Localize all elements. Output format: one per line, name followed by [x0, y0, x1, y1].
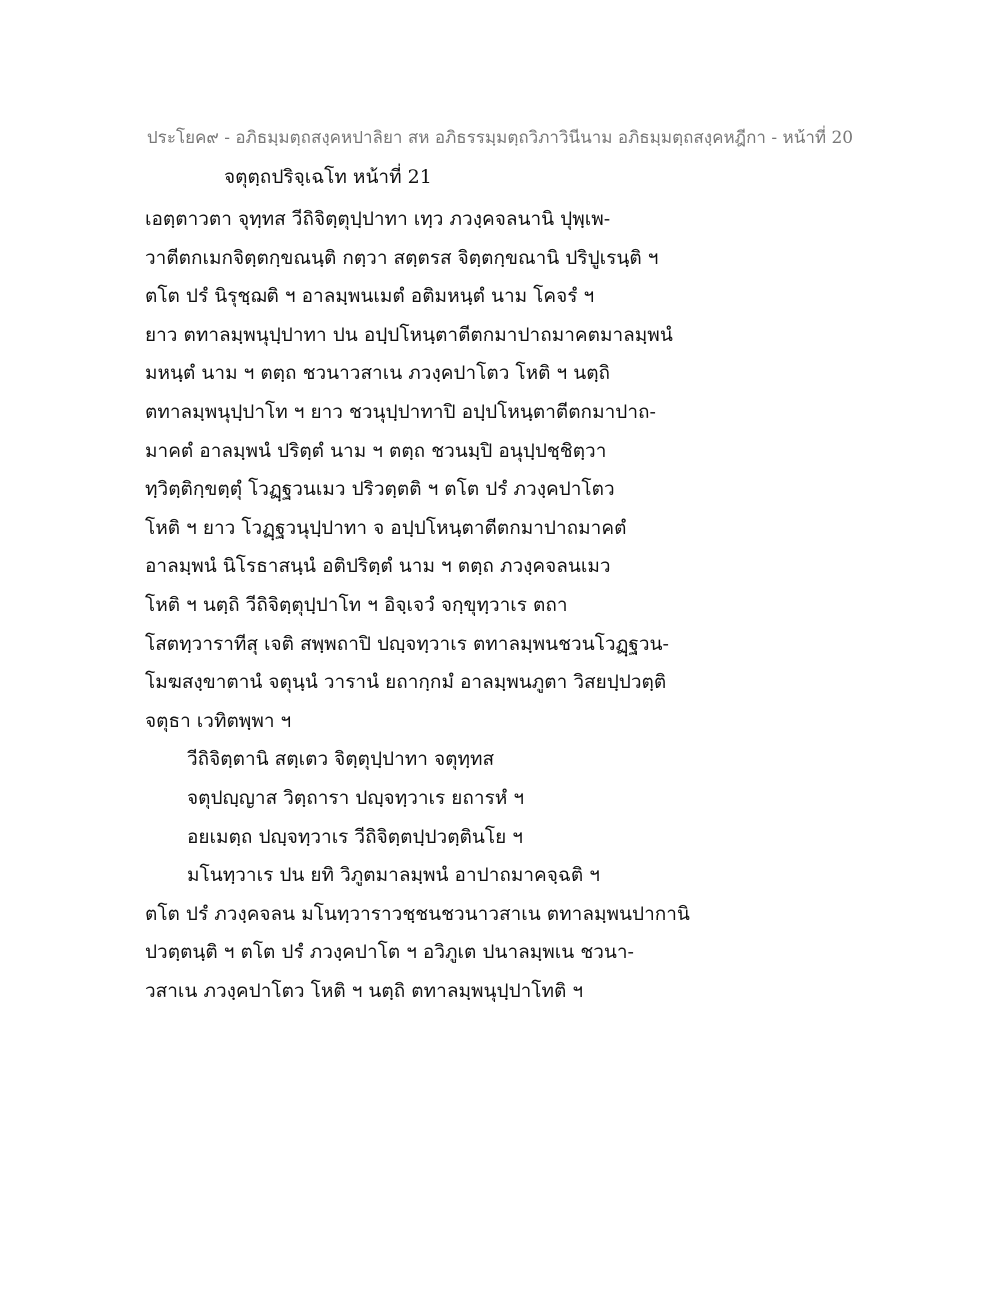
text-line: โหติ ฯ นตฺถิ วีถิจิตฺตุปฺปาโท ฯ อิจฺเจวํ จกฺขุทฺวาเร ตถา: [145, 593, 568, 616]
body-text: [145, 204, 765, 1014]
text-line: ยาว ตทาลมฺพนุปฺปาทา ปน อปฺปโหนฺตาตีตกมาปาถมาคตมาลมฺพนํ: [145, 323, 673, 346]
text-line: โหติ ฯ ยาว โวฏฺฐวนุปฺปาทา จ อปฺปโหนฺตาตีตกมาปาถมาคตํ: [145, 516, 627, 539]
text-line: ตทาลมฺพนุปฺปาโท ฯ ยาว ชวนุปฺปาทาปิ อปฺปโหนฺตาตีตกมาปาถ-: [145, 400, 656, 423]
page-heading: จตุตฺถปริจฺเฉโท หน้าที่ 21: [224, 166, 432, 188]
text-line: ทฺวิตฺติกฺขตฺตุํ โวฏฺฐวนเมว ปริวตฺตติ ฯ ตโต ปรํ ภวงฺคปาโตว: [145, 478, 615, 501]
text-line: ปวตฺตนฺติ ฯ ตโต ปรํ ภวงฺคปาโต ฯ อวิภูเต ปนาลมฺพเน ชวนา-: [145, 941, 634, 964]
text-line: มหนฺตํ นาม ฯ ตตฺถ ชวนาวสาเน ภวงฺคปาโตว โหติ ฯ นตฺถิ: [145, 362, 611, 385]
paragraph-first-line: มโนทฺวาเร ปน ยทิ วิภูตมาลมฺพนํ อาปาถมาคจฺฉติ ฯ: [187, 864, 600, 887]
verse-line: จตุปญฺญาส วิตฺถารา ปญฺจทฺวาเร ยถารหํ ฯ: [187, 786, 525, 809]
text-line: ตโต ปรํ ภวงฺคจลน มโนทฺวาราวชฺชนชวนาวสาเน ตทาลมฺพนปากานิ: [145, 902, 690, 925]
text-line: วาตีตกเมกจิตฺตกฺขณนฺติ กตฺวา สตฺตรส จิตฺตกฺขณานิ ปริปูเรนฺติ ฯ: [145, 246, 659, 269]
verse-line: วีถิจิตฺตานิ สตฺเตว จิตฺตุปฺปาทา จตุทฺทส: [187, 748, 495, 771]
text-line: โสตทฺวาราทีสุ เจติ สพฺพถาปิ ปญฺจทฺวาเร ตทาลมฺพนชวนโวฏฺฐวน-: [145, 632, 669, 655]
text-line: โมฆสงฺขาตานํ จตุนฺนํ วารานํ ยถากฺกมํ อาลมฺพนภูตา วิสยปฺปวตฺติ: [145, 671, 667, 694]
text-line: จตุธา เวทิตพฺพา ฯ: [145, 709, 292, 732]
text-line: วสาเน ภวงฺคปาโตว โหติ ฯ นตฺถิ ตทาลมฺพนุปฺปาโทติ ฯ: [145, 979, 584, 1002]
running-header: ประโยค๙ - อภิธมฺมตฺถสงฺคหปาลิยา สห อภิธรรมฺมตฺถวิภาวินีนาม อภิธมฺมตฺถสงฺคหฎีกา - หน้าที่ 20: [146, 128, 854, 148]
verse-line: อยเมตฺถ ปญฺจทฺวาเร วีถิจิตฺตปฺปวตฺตินโย ฯ: [187, 825, 523, 848]
text-line: เอตฺตาวตา จุทฺทส วีถิจิตฺตุปฺปาทา เทฺว ภวงฺคจลนานิ ปุพฺเพ-: [145, 208, 611, 230]
text-line: อาลมฺพนํ นิโรธาสนฺนํ อติปริตฺตํ นาม ฯ ตตฺถ ภวงฺคจลนเมว: [145, 555, 611, 578]
text-line: มาคตํ อาลมฺพนํ ปริตฺตํ นาม ฯ ตตฺถ ชวนมฺปิ อนุปฺปชฺชิตฺวา: [145, 439, 607, 462]
text-line: ตโต ปรํ นิรุชฺฌติ ฯ อาลมฺพนเมตํ อติมหนฺตํ นาม โคจรํ ฯ: [145, 285, 595, 308]
